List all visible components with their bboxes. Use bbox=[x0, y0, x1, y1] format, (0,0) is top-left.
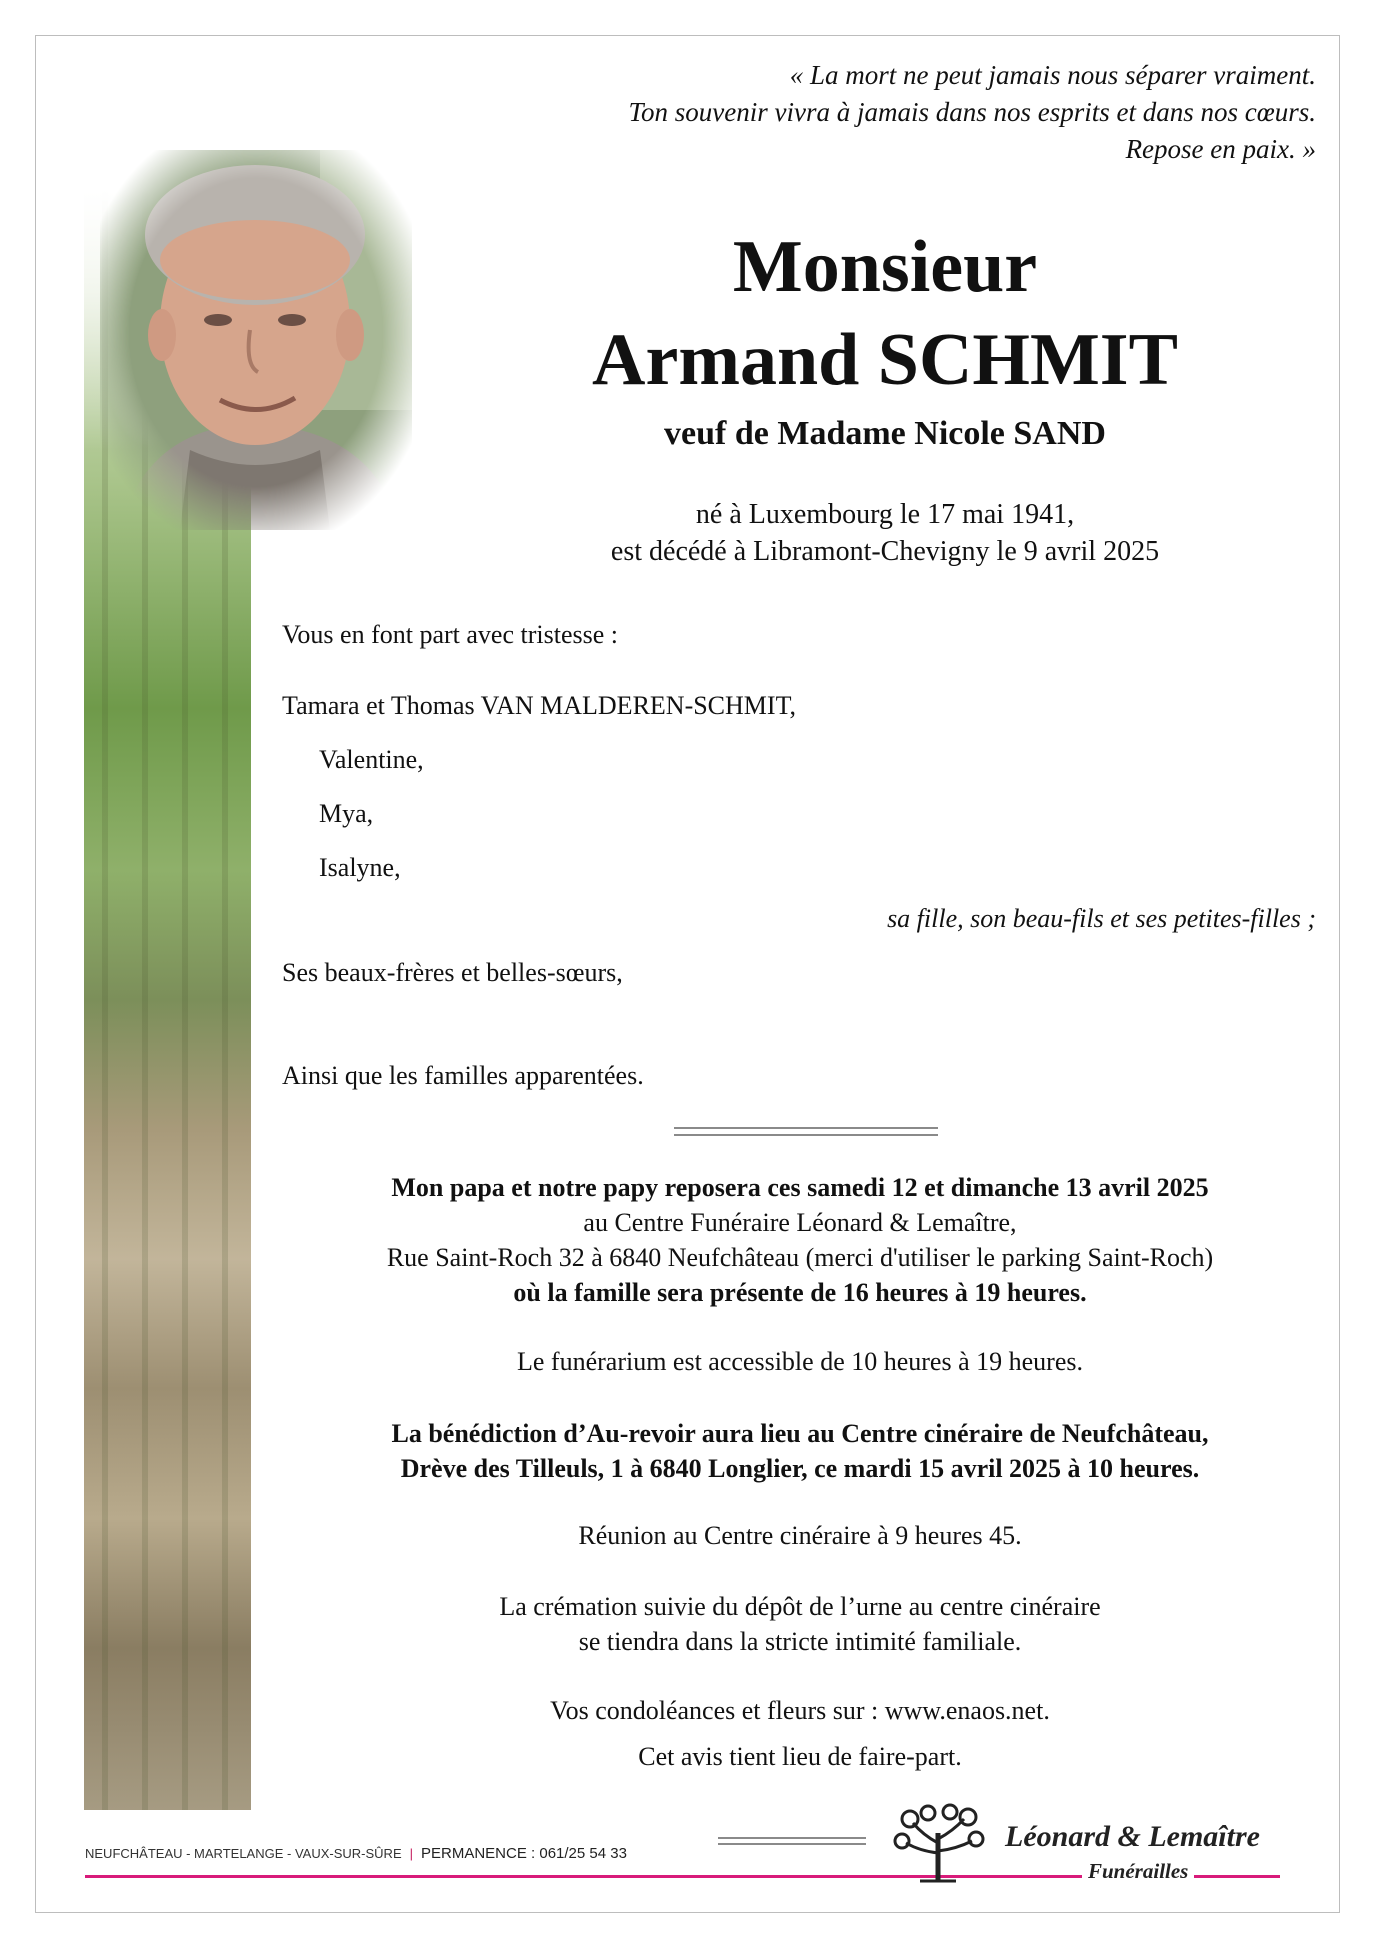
family-presence: où la famille sera présente de 16 heures à 19 heures. bbox=[513, 1278, 1087, 1307]
funerarium-hours: Le funérarium est accessible de 10 heures à 19 heures. bbox=[517, 1347, 1083, 1376]
deceased-name: Armand SCHMIT bbox=[592, 319, 1178, 401]
family-member-1: Tamara et Thomas VAN MALDEREN-SCHMIT, bbox=[282, 691, 797, 720]
announcement-intro: Vous en font part avec tristesse : bbox=[282, 620, 618, 649]
quote-line-1: « La mort ne peut jamais nous séparer vraiment. bbox=[789, 60, 1316, 90]
cremation-line-1: La crémation suivie du dépôt de l’urne au centre cinéraire bbox=[499, 1592, 1101, 1621]
footer-contact bbox=[85, 1845, 627, 1862]
footer-double-rule bbox=[718, 1837, 866, 1845]
grandchild-1: Valentine, bbox=[319, 745, 424, 774]
meeting-info: Réunion au Centre cinéraire à 9 heures 45. bbox=[578, 1521, 1022, 1550]
tree-icon bbox=[888, 1803, 988, 1883]
birth-death-info bbox=[515, 496, 1255, 570]
family-relation: sa fille, son beau-fils et ses petites-filles ; bbox=[887, 904, 1316, 933]
in-laws-line: Ses beaux-frères et belles-sœurs, bbox=[282, 958, 623, 987]
families-line: Ainsi que les familles apparentées. bbox=[282, 1061, 644, 1090]
logo-subtitle: Funérailles bbox=[1082, 1859, 1194, 1884]
section-divider bbox=[674, 1127, 938, 1136]
died-line: est décédé à Libramont-Chevigny le 9 avril 2025 bbox=[610, 536, 1160, 567]
portrait-photo bbox=[100, 150, 412, 530]
cremation-line-2: se tiendra dans la stricte intimité familiale. bbox=[578, 1627, 1022, 1656]
rest-place: au Centre Funéraire Léonard & Lemaître, bbox=[583, 1208, 1017, 1237]
rest-address: Rue Saint-Roch 32 à 6840 Neufchâteau (merci d'utiliser le parking Saint-Roch) bbox=[386, 1243, 1214, 1272]
ceremony-line-1: La bénédiction d’Au-revoir aura lieu au Centre cinéraire de Neufchâteau, bbox=[391, 1419, 1209, 1448]
logo-name: Léonard & Lemaître bbox=[1005, 1820, 1260, 1853]
spouse-line: veuf de Madame Nicole SAND bbox=[664, 415, 1106, 452]
footer-separator: | bbox=[409, 1846, 413, 1861]
quote-line-2: Ton souvenir vivra à jamais dans nos esprits et dans nos cœurs. bbox=[628, 97, 1316, 127]
footer-permanence: PERMANENCE : 061/25 54 33 bbox=[421, 1845, 627, 1862]
honorific: Monsieur bbox=[732, 226, 1038, 308]
notice-line: Cet avis tient lieu de faire-part. bbox=[638, 1742, 962, 1771]
grandchild-3: Isalyne, bbox=[319, 853, 401, 882]
footer-locations: NEUFCHÂTEAU - MARTELANGE - VAUX-SUR-SÛRE bbox=[85, 1846, 402, 1861]
ceremony-line-2: Drève des Tilleuls, 1 à 6840 Longlier, ce mardi 15 avril 2025 à 10 heures. bbox=[400, 1454, 1200, 1483]
born-line: né à Luxembourg le 17 mai 1941, bbox=[695, 499, 1075, 530]
grandchild-2: Mya, bbox=[319, 799, 374, 828]
quote-line-3: Repose en paix. » bbox=[1125, 134, 1316, 164]
rest-announcement: Mon papa et notre papy reposera ces samedi 12 et dimanche 13 avril 2025 bbox=[391, 1173, 1209, 1202]
memorial-quote bbox=[416, 57, 1316, 168]
condolences-line: Vos condoléances et fleurs sur : www.enaos.net. bbox=[550, 1696, 1050, 1725]
